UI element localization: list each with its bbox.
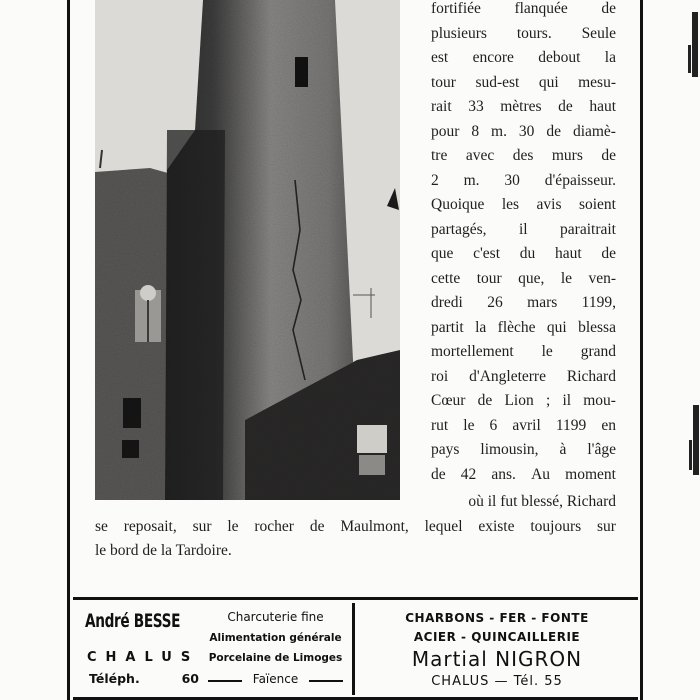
- word: m.: [491, 122, 507, 140]
- article-line: [431, 316, 616, 341]
- service-line: [208, 669, 343, 690]
- article-line: [431, 340, 616, 365]
- article-line: où il fut blessé, Richard: [468, 493, 616, 510]
- article-line: [431, 22, 616, 47]
- word: tour: [476, 269, 502, 287]
- article-line: [431, 193, 616, 218]
- word: ven-: [588, 269, 616, 287]
- adjacent-page-fragment: [688, 45, 691, 73]
- word: le: [560, 269, 572, 287]
- word: sur: [192, 517, 212, 535]
- article-line: [431, 389, 616, 414]
- service-line: ACIER - QUINCAILLERIE: [413, 630, 581, 644]
- article-line: [431, 365, 616, 390]
- word: pays: [431, 441, 460, 458]
- word: diamè-: [572, 122, 616, 140]
- decorative-rule: [309, 680, 343, 682]
- word: moment: [565, 465, 616, 483]
- service-line: CHARBONS - FER - FONTE: [405, 611, 589, 625]
- word: partagés,: [431, 220, 487, 238]
- article-line: [431, 120, 616, 145]
- word: fortifiée: [431, 0, 481, 17]
- word: tour: [431, 73, 456, 91]
- word: flèche: [497, 318, 536, 336]
- word: lequel: [424, 517, 463, 535]
- word: le: [463, 416, 475, 434]
- word: le: [541, 343, 553, 360]
- article-line: [431, 218, 616, 243]
- word: de: [601, 245, 616, 262]
- article-line: [431, 291, 616, 316]
- word: la: [475, 318, 487, 336]
- page-border-right: [640, 0, 643, 700]
- word: 6: [489, 416, 498, 434]
- page-border-left: [67, 0, 70, 700]
- ads-divider: [352, 603, 355, 695]
- word: est: [431, 49, 449, 66]
- ad-martial-nigron: [358, 609, 636, 692]
- word: avec: [465, 147, 495, 164]
- word: le: [227, 517, 239, 535]
- word: flanquée: [514, 0, 568, 17]
- article-line: [431, 169, 616, 194]
- word: m.: [463, 171, 480, 189]
- word: pour: [431, 122, 460, 140]
- word: 1199,: [581, 294, 616, 311]
- service-line: Charcuterie fine: [227, 610, 324, 624]
- adjacent-page-fragment: [692, 12, 698, 77]
- word: 33: [468, 98, 484, 115]
- word: du: [519, 245, 536, 262]
- article-line: [431, 414, 616, 439]
- word: mou-: [583, 392, 616, 409]
- word: Au: [531, 465, 551, 483]
- word: rait: [431, 98, 452, 115]
- word: blessa: [578, 318, 616, 336]
- phone-number: 60: [181, 671, 199, 686]
- word: de: [601, 147, 616, 164]
- word: il: [518, 220, 528, 238]
- article-line: [431, 95, 616, 120]
- word: 26: [487, 294, 503, 311]
- word: Cœur: [431, 392, 466, 409]
- article-line: [431, 242, 616, 267]
- word: de: [431, 465, 446, 483]
- article-line: le bord de la Tardoire.: [95, 542, 232, 559]
- word: qui: [546, 318, 567, 336]
- word: l'âge: [587, 441, 616, 458]
- word: à: [559, 441, 567, 458]
- word: partit: [431, 318, 464, 336]
- word: de: [309, 517, 325, 535]
- word: Lion: [504, 392, 534, 409]
- word: de: [546, 122, 561, 140]
- word: sur: [597, 517, 616, 535]
- word: les: [501, 196, 520, 213]
- word: encore: [472, 49, 514, 66]
- word: de: [601, 0, 616, 17]
- article-line: [431, 463, 616, 488]
- advertiser-name: André BESSE: [85, 610, 181, 632]
- decorative-rule: [208, 680, 242, 682]
- article-line: [431, 46, 616, 71]
- ads-top-rule: [73, 597, 638, 600]
- word: Richard: [566, 367, 616, 385]
- article-line: [431, 438, 616, 463]
- word: des: [512, 147, 534, 164]
- word: dredi: [431, 294, 463, 311]
- word: existe: [478, 517, 515, 535]
- word: ans.: [491, 465, 516, 483]
- word: toujours: [530, 517, 582, 535]
- word: Maulmont,: [340, 517, 409, 535]
- word: avis: [536, 196, 562, 213]
- word: cette: [431, 269, 461, 287]
- word: d'Angleterre: [469, 367, 546, 385]
- word: paraitrait: [560, 220, 616, 238]
- article-line: [431, 267, 616, 292]
- word: 1199: [555, 416, 587, 434]
- word: mesu-: [578, 73, 616, 91]
- word: la: [604, 49, 616, 66]
- word: limousin,: [480, 441, 539, 458]
- word: avril: [512, 416, 541, 434]
- word: de: [477, 392, 493, 409]
- word: 30: [504, 171, 520, 189]
- word: ;: [545, 392, 551, 409]
- word: soient: [578, 196, 616, 213]
- word: tre: [431, 147, 448, 164]
- word: que,: [518, 269, 545, 287]
- word: 2: [431, 171, 439, 189]
- word: qui: [538, 73, 559, 91]
- word: debout: [538, 49, 581, 66]
- word: d'épaisseur.: [544, 171, 616, 189]
- word: rut: [431, 416, 449, 434]
- article-line: [95, 515, 616, 540]
- service-line: Porcelaine de Limoges: [208, 652, 343, 664]
- adjacent-page-fragment: [693, 405, 699, 475]
- adjacent-page-fragment: [689, 440, 692, 470]
- word: grand: [580, 343, 616, 360]
- word: que: [431, 245, 454, 262]
- word: murs: [551, 147, 583, 164]
- advertiser-phone: [89, 671, 199, 686]
- word: mètres: [500, 98, 542, 115]
- word: sud-est: [475, 73, 520, 91]
- word: 30: [518, 122, 535, 140]
- word: c'est: [473, 245, 500, 262]
- article-line: [431, 144, 616, 169]
- service-line: Alimentation générale: [209, 631, 342, 644]
- article-line: [431, 0, 616, 22]
- word: roi: [431, 367, 449, 385]
- advertiser-contact: CHALUS — Tél. 55: [431, 674, 563, 689]
- word: plusieurs: [431, 24, 487, 42]
- article-line: [431, 71, 616, 96]
- word: en: [601, 416, 616, 434]
- article-column: [431, 0, 616, 487]
- word: Seule: [581, 24, 616, 42]
- word: haut: [554, 245, 582, 262]
- advertiser-services: [208, 607, 343, 689]
- word: haut: [589, 98, 616, 115]
- word: mars: [527, 294, 558, 311]
- service-text: Faïence: [252, 671, 299, 686]
- word: mortellement: [431, 343, 514, 360]
- article-continuation: [95, 490, 616, 564]
- word: il: [562, 392, 572, 409]
- word: 42: [460, 465, 477, 483]
- word: se: [95, 517, 108, 535]
- word: reposait,: [123, 517, 177, 535]
- word: Quoique: [431, 196, 485, 213]
- phone-label: Téléph.: [89, 671, 140, 686]
- word: 8: [471, 122, 480, 140]
- advertiser-city: CHALUS: [87, 650, 200, 665]
- word: de: [558, 98, 573, 115]
- castle-tower-photo: [95, 0, 400, 500]
- advertiser-name: Martial NIGRON: [411, 647, 583, 671]
- word: rocher: [254, 517, 294, 535]
- word: tours.: [516, 24, 552, 42]
